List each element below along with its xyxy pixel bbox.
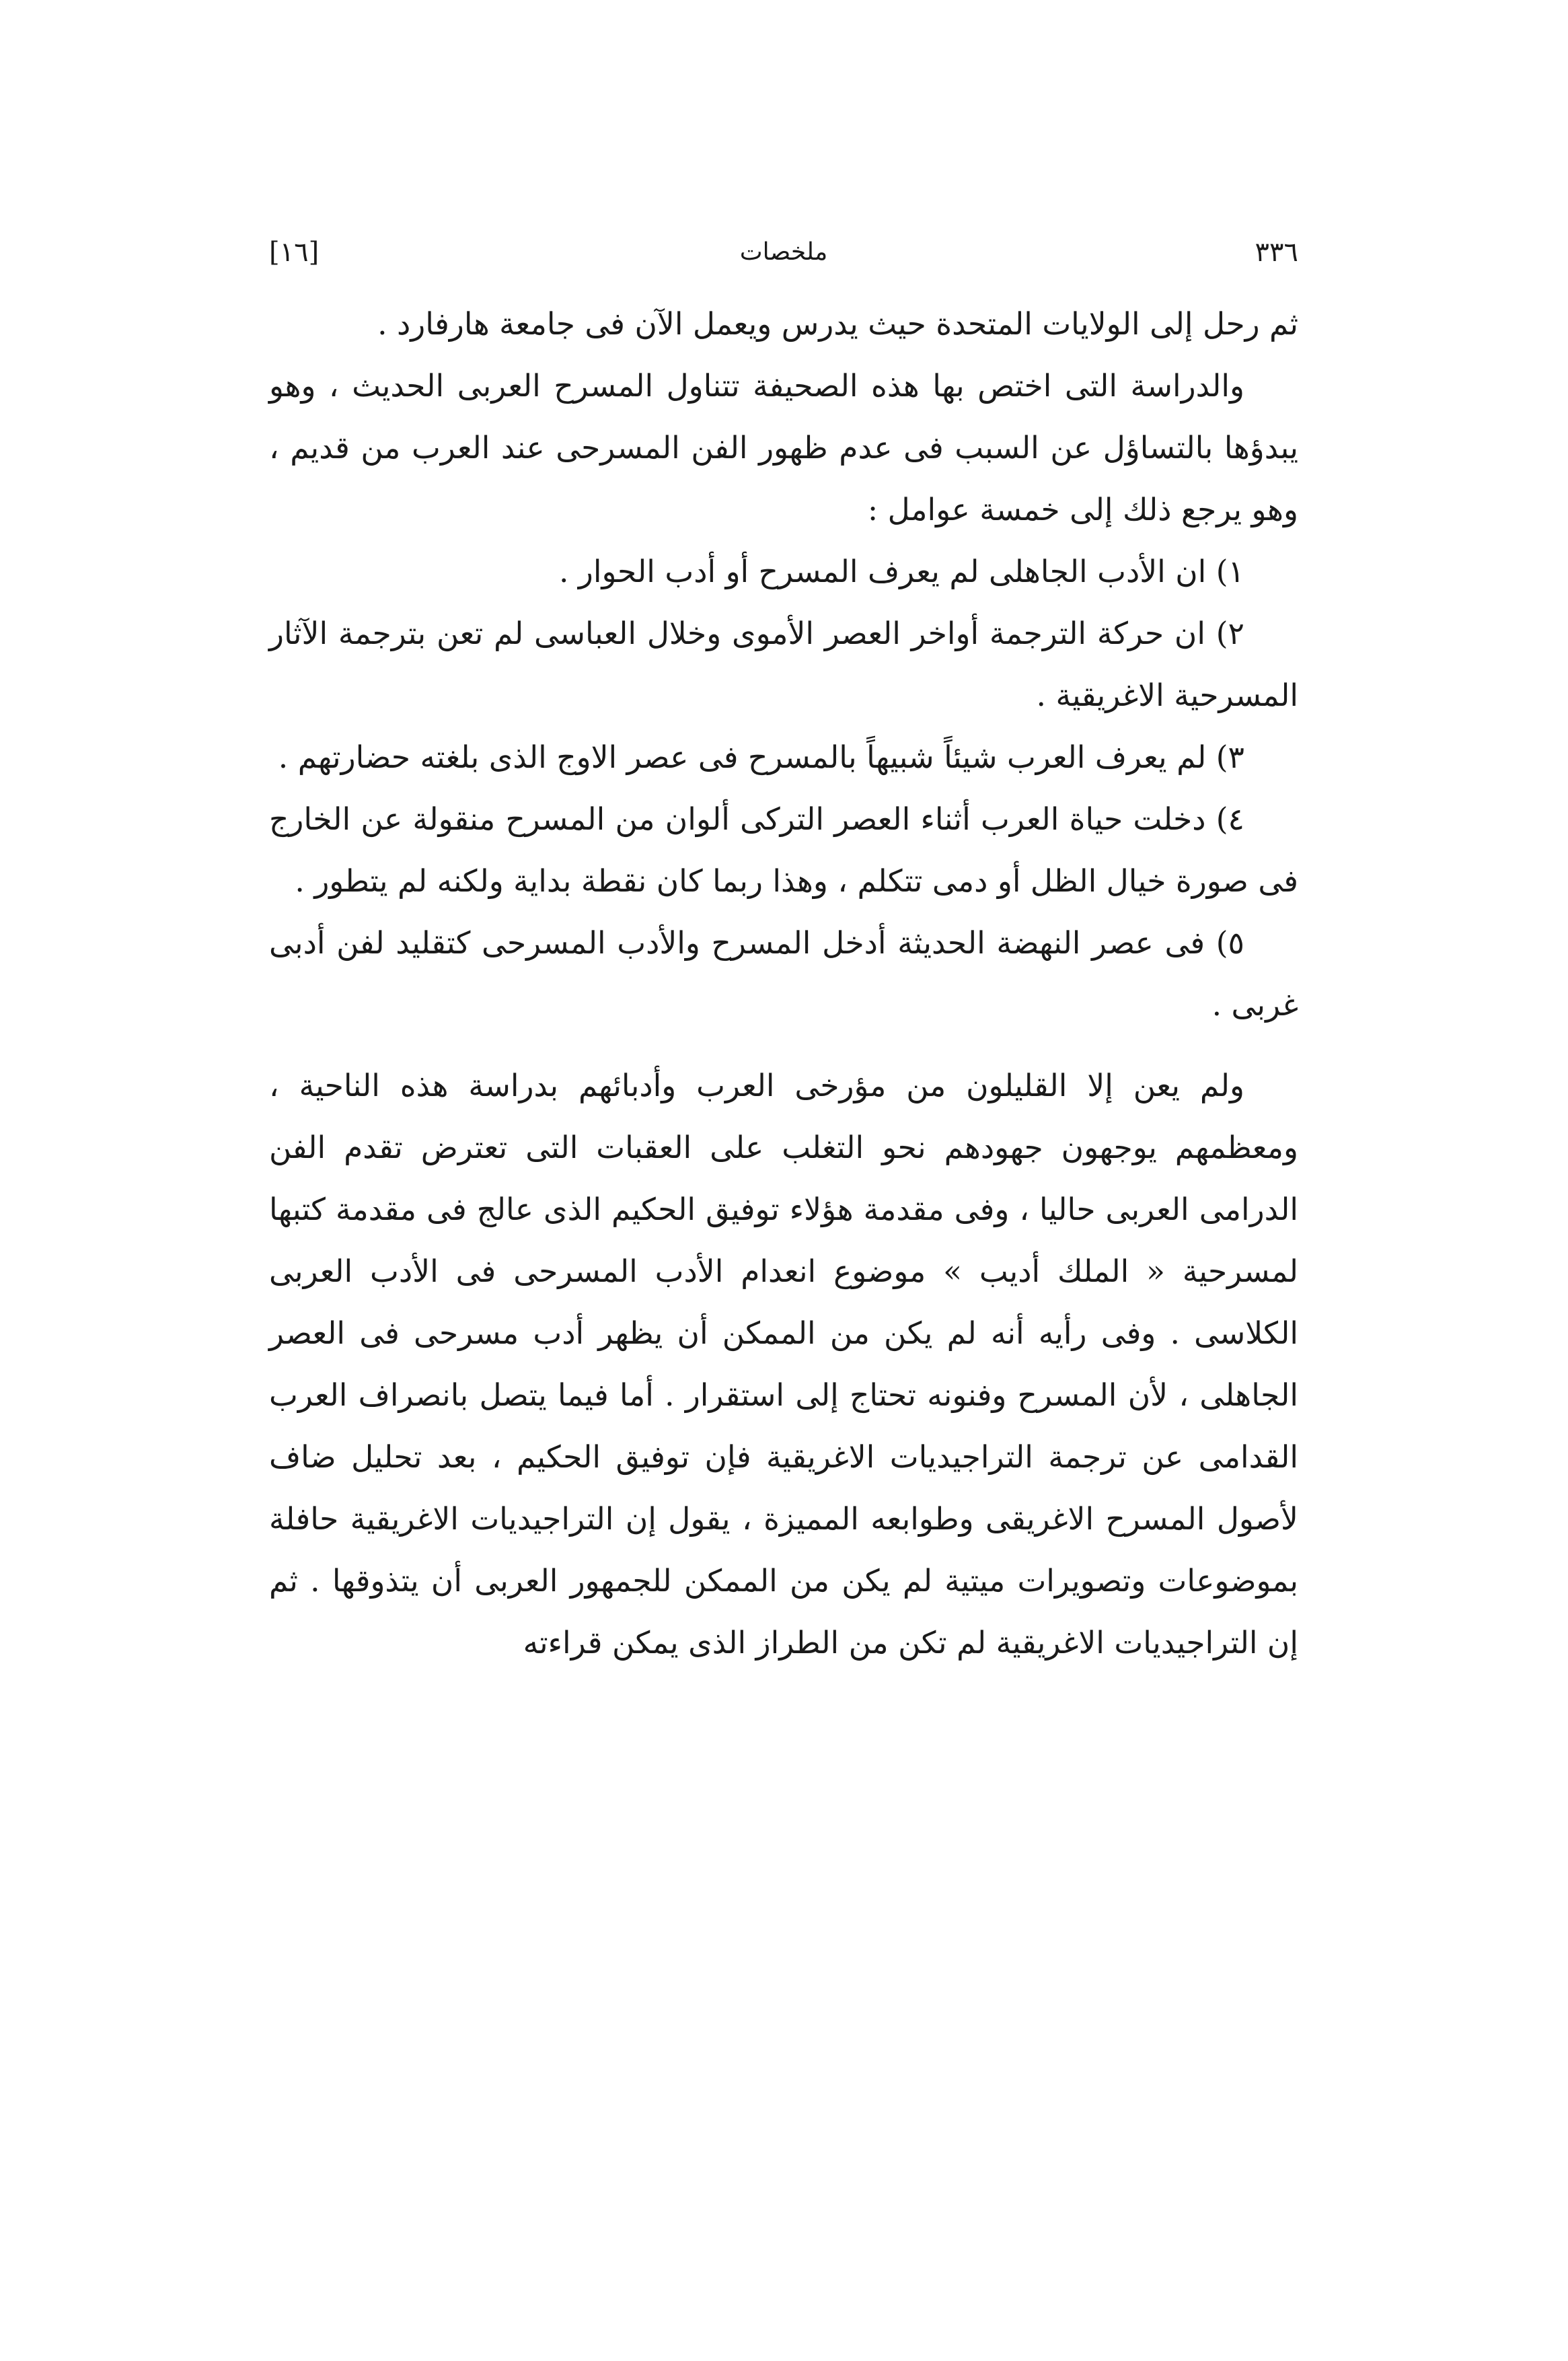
page-body [269,293,1298,1674]
running-head [269,229,1298,276]
list-item-3: ٣) لم يعرف العرب شيئاً شبيهاً بالمسرح فى عصر الاوج الذى بلغته حضارتهم . [278,739,1244,775]
list-item-4: ٤) دخلت حياة العرب أثناء العصر التركى ألوان من المسرح منقولة عن الخارج فى صورة خيال الظل أو دمى تتكلم ، وهذا ربما كان نقطة بداية ولكنه لم يتطور . [269,801,1298,899]
list-item-5: ٥) فى عصر النهضة الحديثة أدخل المسرح والأدب المسرحى كتقليد لفن أدبى غربى . [269,925,1298,1023]
page-number: ٣٣٦ [1255,237,1298,268]
section-title: ملخصات [739,238,828,266]
paragraph-intro: والدراسة التى اختص بها هذه الصحيفة تتناول المسرح العربى الحديث ، وهو يبدؤها بالتساؤل عن السبب فى عدم ظهور الفن المسرحى عند العرب من قديم ، وهو يرجع ذلك إلى خمسة عوامل : [269,368,1298,528]
list-item-1: ١) ان الأدب الجاهلى لم يعرف المسرح أو أدب الحوار . [558,554,1244,589]
paragraph-continuation: ثم رحل إلى الولايات المتحدة حيث يدرس ويعمل الآن فى جامعة هارفارد . [377,306,1298,342]
book-page [269,229,1298,1749]
paragraph-main: ولم يعن إلا القليلون من مؤرخى العرب وأدبائهم بدراسة هذه الناحية ، ومعظمهم يوجهون جهودهم نحو التغلب على العقبات التى تعترض تقدم الفن الدرامى العربى حاليا ، وفى مقدمة هؤلاء توفيق الحكيم الذى عالج فى مقدمة كتبها لمسرحية « الملك أديب » موضوع انعدام الأدب المسرحى فى الأدب العربى الكلاسى . وفى رأيه أنه لم يكن من الممكن أن يظهر أدب مسرحى فى العصر الجاهلى ، لأن المسرح وفنونه تحتاج إلى استقرار . أما فيما يتصل بانصراف العرب القدامى عن ترجمة التراجيديات الاغريقية فإن توفيق الحكيم ، بعد تحليل ضاف لأصول المسرح الاغريقى وطوابعه المميزة ، يقول إن التراجيديات الاغريقية حافلة بموضوعات وتصويرات ميتية لم يكن من الممكن للجمهور العربى أن يتذوقها . ثم إن التراجيديات الاغريقية لم تكن من الطراز الذى يمكن قراءته [269,1068,1298,1661]
section-number: [١٦] [269,237,320,268]
list-item-2: ٢) ان حركة الترجمة أواخر العصر الأموى وخلال العباسى لم تعن بترجمة الآثار المسرحية الاغريقية . [269,616,1298,713]
